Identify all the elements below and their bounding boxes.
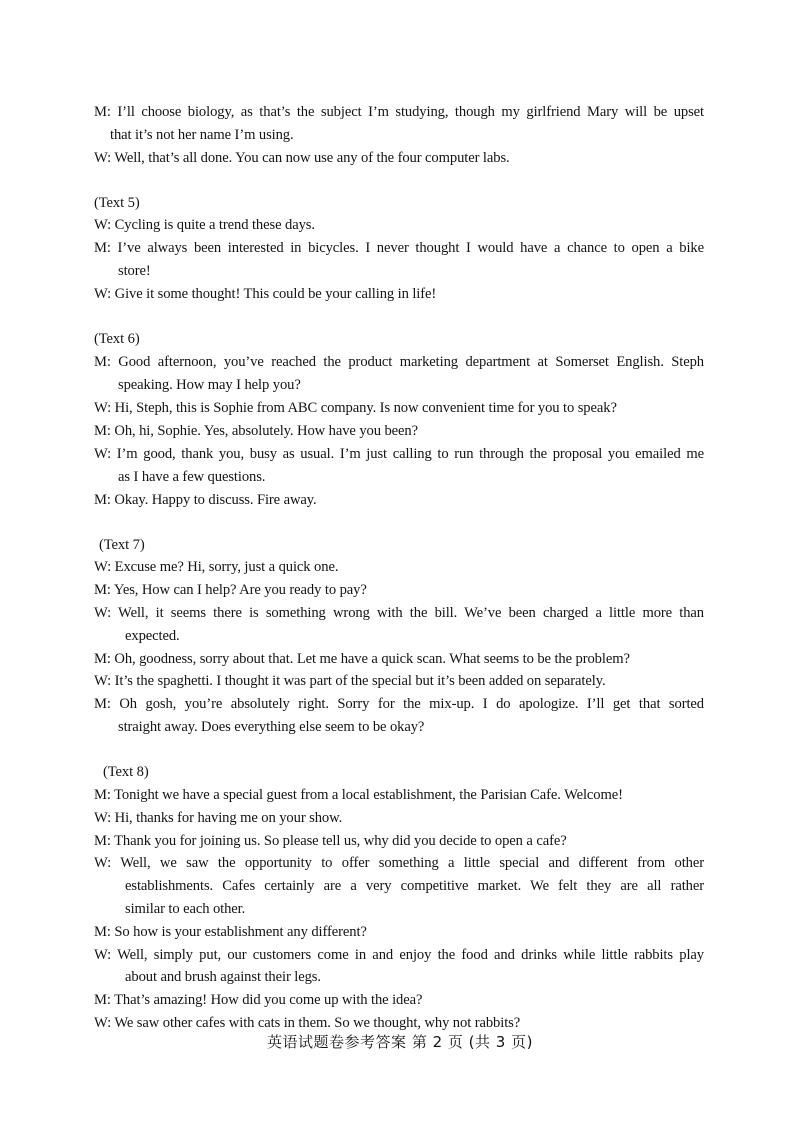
dialogue-line: W: Well, we saw the opportunity to offer something a little special and different from other bbox=[94, 855, 704, 871]
dialogue-line-continuation: speaking. How may I help you? bbox=[118, 377, 301, 393]
dialogue-line: W: I’m good, thank you, busy as usual. I’m just calling to run through the proposal you emailed me bbox=[94, 446, 704, 462]
dialogue-line-continuation: establishments. Cafes certainly are a very competitive market. We felt they are all rather bbox=[125, 878, 704, 894]
dialogue-line: M: So how is your establishment any different? bbox=[94, 924, 367, 940]
page-footer: 英语试题卷参考答案 第 2 页 (共 3 页) bbox=[267, 1033, 533, 1051]
dialogue-line: M: That’s amazing! How did you come up with the idea? bbox=[94, 992, 423, 1008]
dialogue-line: W: Well, it seems there is something wrong with the bill. We’ve been charged a little more than bbox=[94, 605, 704, 621]
dialogue-line: M: Tonight we have a special guest from a local establishment, the Parisian Cafe. Welcome! bbox=[94, 787, 623, 803]
dialogue-line: W: Cycling is quite a trend these days. bbox=[94, 217, 315, 233]
dialogue-line: M: Oh, goodness, sorry about that. Let me have a quick scan. What seems to be the problem? bbox=[94, 651, 630, 667]
dialogue-line: W: Excuse me? Hi, sorry, just a quick one. bbox=[94, 559, 339, 575]
dialogue-line: W: It’s the spaghetti. I thought it was part of the special but it’s been added on separately. bbox=[94, 673, 606, 689]
dialogue-line-continuation: that it’s not her name I’m using. bbox=[110, 127, 294, 143]
dialogue-line: M: I’ll choose biology, as that’s the subject I’m studying, though my girlfriend Mary will be upset bbox=[94, 104, 704, 120]
section-heading: (Text 6) bbox=[94, 331, 140, 347]
dialogue-line-continuation: store! bbox=[118, 263, 151, 279]
dialogue-line-continuation: expected. bbox=[125, 628, 180, 644]
dialogue-line-continuation: similar to each other. bbox=[125, 901, 246, 917]
dialogue-line: W: Well, simply put, our customers come in and enjoy the food and drinks while little rabbits play bbox=[94, 947, 704, 963]
dialogue-line: W: Hi, thanks for having me on your show. bbox=[94, 810, 343, 826]
dialogue-line: W: Well, that’s all done. You can now use any of the four computer labs. bbox=[94, 150, 510, 166]
dialogue-line: M: Oh, hi, Sophie. Yes, absolutely. How have you been? bbox=[94, 423, 419, 439]
dialogue-line: W: We saw other cafes with cats in them. So we thought, why not rabbits? bbox=[94, 1015, 521, 1031]
section-heading: (Text 7) bbox=[99, 537, 145, 553]
dialogue-line-continuation: straight away. Does everything else seem to be okay? bbox=[118, 719, 425, 735]
section-heading: (Text 8) bbox=[103, 764, 149, 780]
section-heading: (Text 5) bbox=[94, 195, 140, 211]
dialogue-line: M: Good afternoon, you’ve reached the product marketing department at Somerset English. Steph bbox=[94, 354, 704, 370]
dialogue-line: W: Give it some thought! This could be your calling in life! bbox=[94, 286, 437, 302]
dialogue-line: W: Hi, Steph, this is Sophie from ABC company. Is now convenient time for you to speak? bbox=[94, 400, 617, 416]
dialogue-line-continuation: as I have a few questions. bbox=[118, 469, 266, 485]
dialogue-line: M: Thank you for joining us. So please tell us, why did you decide to open a cafe? bbox=[94, 833, 567, 849]
dialogue-line: M: Oh gosh, you’re absolutely right. Sorry for the mix-up. I do apologize. I’ll get that sorted bbox=[94, 696, 704, 712]
dialogue-line: M: I’ve always been interested in bicycles. I never thought I would have a chance to open a bike bbox=[94, 240, 704, 256]
dialogue-line: M: Yes, How can I help? Are you ready to pay? bbox=[94, 582, 367, 598]
dialogue-line-continuation: about and brush against their legs. bbox=[125, 969, 321, 985]
dialogue-line: M: Okay. Happy to discuss. Fire away. bbox=[94, 492, 317, 508]
